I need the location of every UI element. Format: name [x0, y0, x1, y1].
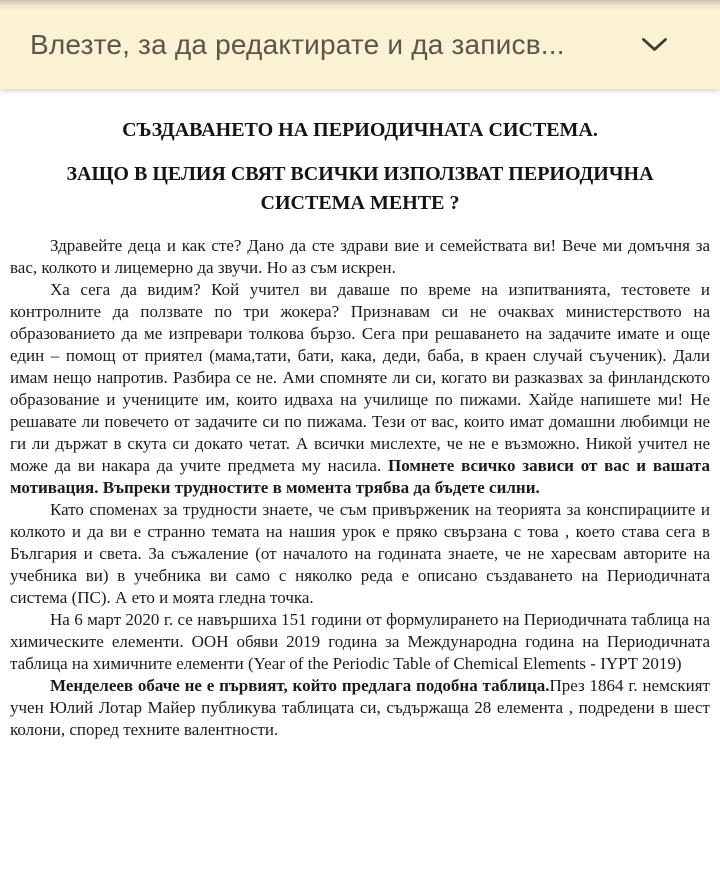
paragraph-anniversary — [10, 609, 710, 675]
document-body — [10, 235, 710, 741]
paragraph-jokers — [10, 279, 710, 499]
bold-text-run: Менделеев обаче не е първият, който предлага подобна таблица. — [50, 676, 550, 695]
signin-banner-message: Влезте, за да редактирате и да записв... — [30, 28, 565, 60]
paragraph-greeting — [10, 235, 710, 279]
text-run: Като споменах за трудности знаете, че съм привърженик на теорията за конспирациите и колкото и да ви е странно темата на нашия урок е пряко свързана с това , което става сега в България и света. За съжаление (от началото на годината знаете, че не харесвам авторите на учебника ви) в учебника ви само с няколко реда е описано създаването на Периодичната система (ПС). А ето и моята гледна точка. — [10, 500, 710, 607]
text-run: През 1864 г. немският учен Юлий Лотар Майер публикува таблицата си, съдържаща 28 елемента , подредени в шест колони, според техните валентности. — [10, 676, 710, 739]
text-run: Ха сега да видим? Кой учител ви даваше по време на изпитванията, тестовете и контролните да ползвате по три жокера? Признавам си не очаквах министерството на образованието да ме изпревари толкова бързо. Сега при решаването на задачите имате и още един – помощ от приятел (мама,тати, бати, кака, деди, баба, в краен случай съученик). Дали имам нещо напротив. Разбира се не. Ами спомняте ли си, когато ви разказвах за финландското образование и учениците им, които идваха на училище по пижами. Хайде напишете ми! Не решавате ли повечето от задачите си по пижама. Тези от вас, които имат домашни любимци не ги ли държат в скута си докато четат. А всички мислехте, че не е възможно. Никой учител не може да ви накара да учите предмета му насила. — [10, 280, 710, 475]
document-subtitle: ЗАЩО В ЦЕЛИЯ СВЯТ ВСИЧКИ ИЗПОЛЗВАТ ПЕРИОДИЧНА СИСТЕМА МЕНТЕ ? — [66, 163, 654, 214]
text-run: Здравейте деца и как сте? Дано да сте здрави вие и семействата ви! Вече ми домъчня за вас, колкото и лицемерно да звучи. Но аз съм искрен. — [10, 236, 710, 277]
bold-text-run: Помнете всичко зависи от вас и вашата мотивация. Въпреки трудностите в момента трябва да бъдете силни. — [10, 456, 710, 497]
document-title: СЪЗДАВАНЕТО НА ПЕРИОДИЧНАТА СИСТЕМА. — [122, 119, 598, 141]
paragraph-conspiracy — [10, 499, 710, 609]
text-run: На 6 март 2020 г. се навършиха 151 години от формулирането на Периодичната таблица на химическите елементи. ООН обяви 2019 година за Международна година на Периодичната таблица на химичните елементи (Year of the Periodic Table of Chemical Elements - IYPT 2019) — [10, 610, 710, 673]
signin-banner[interactable] — [0, 0, 720, 89]
paragraph-mendeleev — [10, 675, 710, 741]
chevron-down-icon[interactable] — [641, 37, 668, 53]
document-page — [0, 89, 720, 878]
